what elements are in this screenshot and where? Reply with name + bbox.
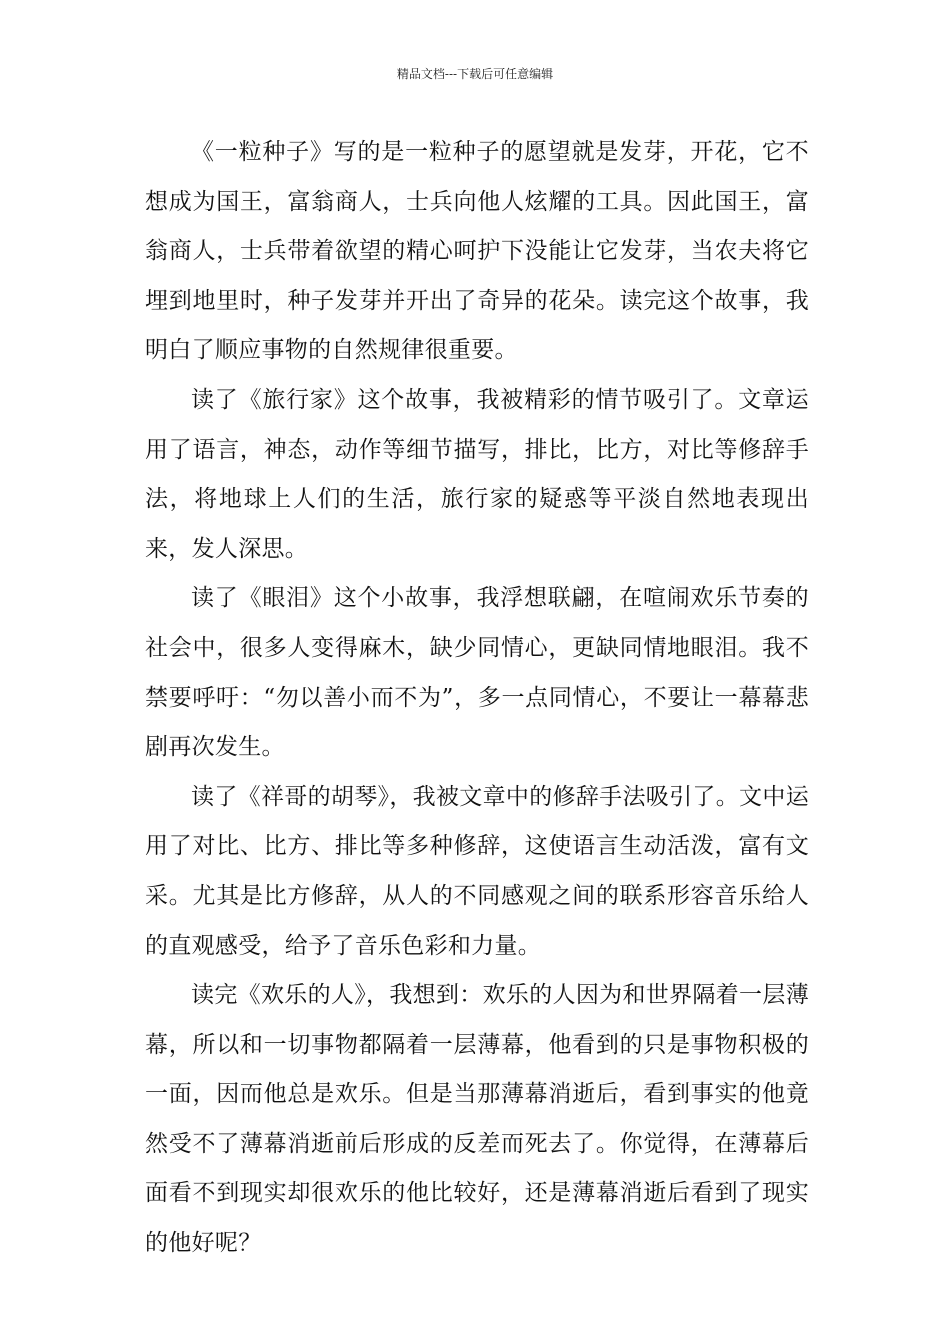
page-header: 精品文档---下载后可任意编辑 (396, 67, 554, 81)
paragraph-3: 读了《眼泪》这个小故事，我浮想联翩，在喧闹欢乐节奏的社会中，很多人变得麻木，缺少同情心，更缺同情地眼泪。我不禁要呼吁：“勿以善小而不为”，多一点同情心，不要让一幕幕悲剧再次发生。 (145, 585, 809, 761)
paragraph-1: 《一粒种子》写的是一粒种子的愿望就是发芽，开花，它不想成为国王，富翁商人，士兵向他人炫耀的工具。因此国王，富翁商人，士兵带着欲望的精心呵护下没能让它发芽，当农夫将它埋到地里时，种子发芽并开出了奇异的花朵。读完这个故事，我明白了顺应事物的自然规律很重要。 (145, 139, 809, 364)
paragraph-4: 读了《祥哥的胡琴》，我被文章中的修辞手法吸引了。文中运用了对比、比方、排比等多种修辞，这使语言生动活泼，富有文采。尤其是比方修辞，从人的不同感观之间的联系形容音乐给人的直观感受，给予了音乐色彩和力量。 (145, 783, 809, 959)
document-body (145, 128, 809, 1269)
paragraph-5: 读完《欢乐的人》，我想到：欢乐的人因为和世界隔着一层薄幕，所以和一切事物都隔着一层薄幕，他看到的只是事物积极的一面，因而他总是欢乐。但是当那薄幕消逝后，看到事实的他竟然受不了薄幕消逝前后形成的反差而死去了。你觉得，在薄幕后面看不到现实却很欢乐的他比较好，还是薄幕消逝后看到了现实的他好呢？ (145, 982, 809, 1257)
paragraph-2: 读了《旅行家》这个故事，我被精彩的情节吸引了。文章运用了语言，神态，动作等细节描写，排比，比方，对比等修辞手法，将地球上人们的生活，旅行家的疑惑等平淡自然地表现出来，发人深思。 (145, 386, 809, 562)
